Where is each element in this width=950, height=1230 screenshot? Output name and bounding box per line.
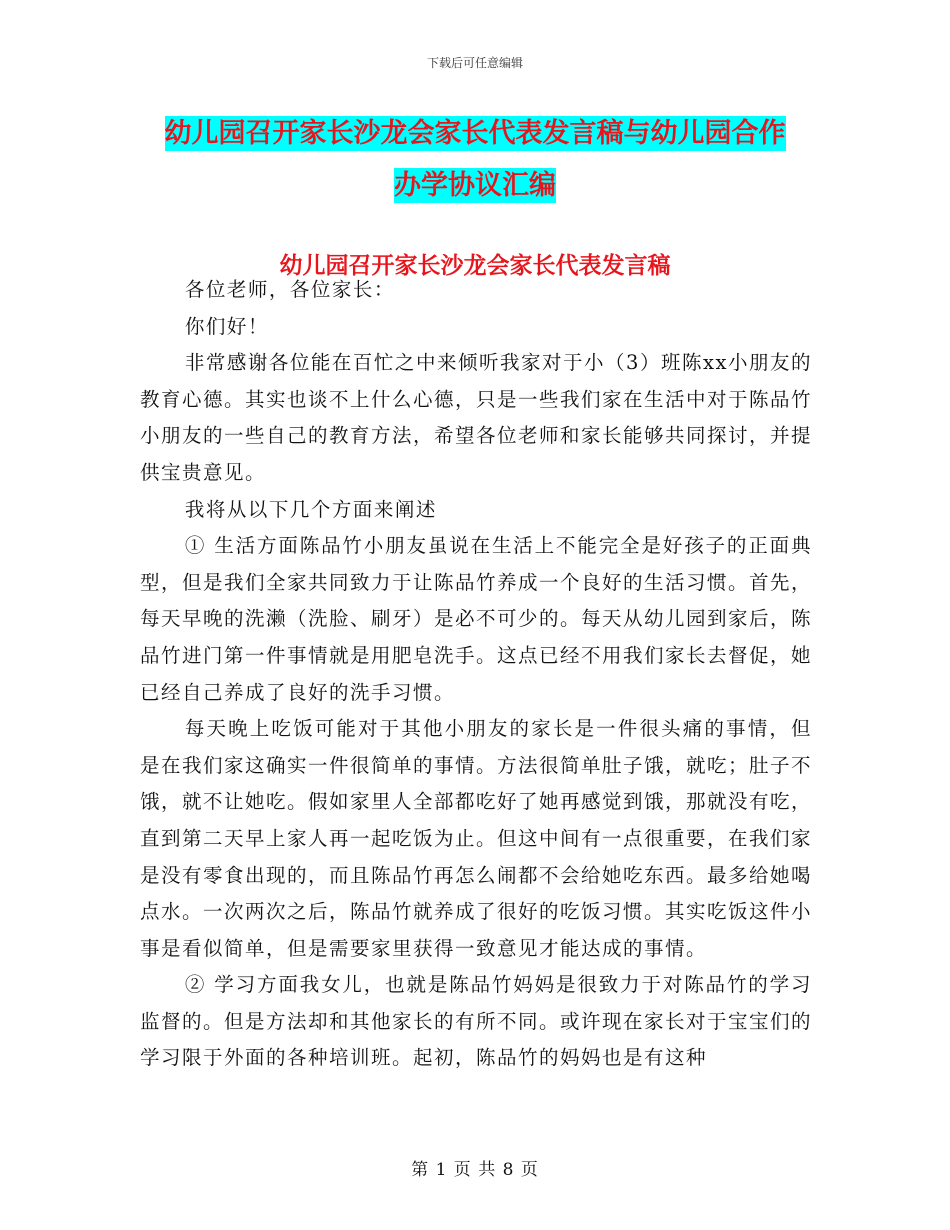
header-note: 下载后可任意编辑	[426, 56, 523, 70]
document-title-line-2: 办学协议汇编	[394, 170, 556, 201]
document-title-line-1: 幼儿园召开家长沙龙会家长代表发言稿与幼儿园合作	[164, 118, 786, 149]
document-body	[140, 272, 812, 1077]
body-paragraph: ① 生活方面陈品竹小朋友虽说在生活上不能完全是好孩子的正面典型，但是我们全家共同致力于让陈品竹养成一个良好的生活习惯。首先，每天早晚的洗濑（洗脸、刷牙）是必不可少的。每天从幼儿园到家后，陈品竹进门第一件事情就是用肥皂洗手。这点已经不用我们家长去督促，她已经自己养成了良好的洗手习惯。	[140, 534, 813, 704]
body-paragraph: 每天晚上吃饭可能对于其他小朋友的家长是一件很头痛的事情，但是在我们家这确实一件很简单的事情。方法很简单肚子饿，就吃；肚子不饿，就不让她吃。假如家里人全部都吃好了她再感觉到饿，那就没有吃，直到第二天早上家人再一起吃饭为止。但这中间有一点很重要，在我们家是没有零食出现的，而且陈品竹再怎么闹都不会给她吃东西。最多给她喝点水。一次两次之后，陈品竹就养成了很好的吃饭习惯。其实吃饭这件小事是看似简单，但是需要家里获得一致意见才能达成的事情。	[140, 717, 813, 960]
document-title	[140, 108, 810, 212]
greeting: 你们好！	[184, 314, 269, 338]
body-paragraph: 我将从以下几个方面来阐述	[184, 497, 437, 521]
salutation: 各位老师，各位家长：	[184, 278, 395, 301]
body-paragraph: 非常感谢各位能在百忙之中来倾听我家对于小（3）班陈xx小朋友的教育心德。其实也谈不上什么心德，只是一些我们家在生活中对于陈品竹小朋友的一些自己的教育方法，希望各位老师和家长能够共同探讨，并提供宝贵意见。	[140, 351, 813, 484]
body-paragraph: ② 学习方面我女儿，也就是陈品竹妈妈是很致力于对陈品竹的学习监督的。但是方法却和其他家长的有所不同。或许现在家长对于宝宝们的学习限于外面的各种培训班。起初，陈品竹的妈妈也是有这种	[140, 973, 813, 1070]
page-number: 第 1 页 共 8 页	[411, 1160, 539, 1180]
section-title: 幼儿园召开家长沙龙会家长代表发言稿	[279, 253, 671, 279]
